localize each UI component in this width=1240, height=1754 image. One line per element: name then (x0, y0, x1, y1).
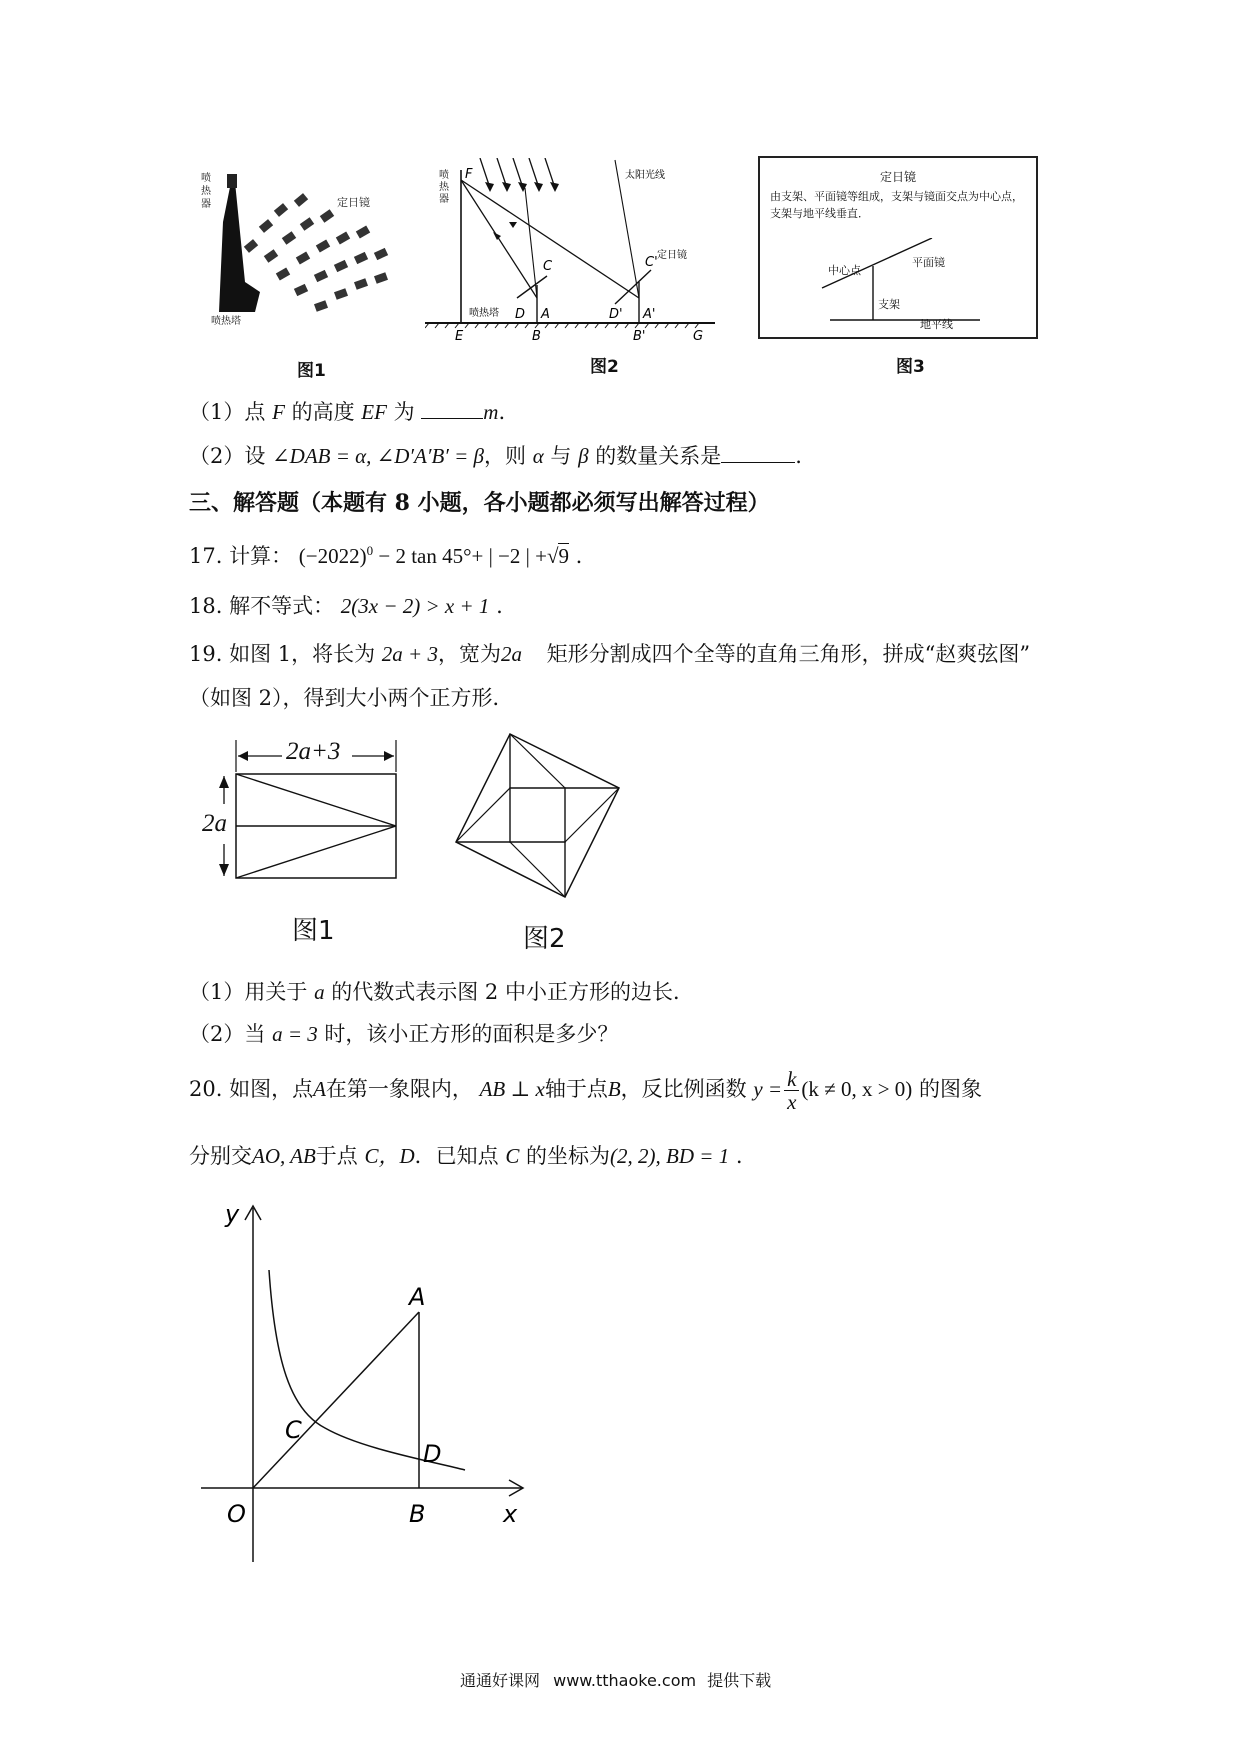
q16-part1-pre: （1）点 (189, 400, 266, 424)
q16-part1-answer-blank[interactable] (421, 400, 483, 419)
fig3-caption: 图3 (896, 357, 925, 377)
q20-text-e: 的图象 (918, 1077, 982, 1101)
q16-part2-answer-blank[interactable] (721, 444, 795, 463)
q19-text-b: ，宽为 (437, 642, 501, 666)
q16-part1 (189, 396, 505, 426)
q20-text-b: 在第一象限内， (325, 1077, 473, 1101)
fig2-point-F: F (465, 167, 473, 182)
fig3-description: 由支架、平面镜等组成，支架与镜面交点为中心点，支架与地平线垂直． (770, 190, 1023, 220)
fig2-point-C: C (543, 259, 553, 274)
fig3-center-label: 中心点 (828, 264, 861, 277)
q16-part2-rest: 的数量关系是 (595, 444, 722, 468)
q19-part2-a: （2）当 (189, 1022, 266, 1046)
fig2-point-E: E (455, 329, 464, 344)
q19-part1-b: 的代数式表示图 2 中小正方形的边长． (331, 980, 694, 1004)
q18-label: 18. 解不等式： (189, 594, 335, 618)
q19-line1 (189, 638, 1030, 668)
fig2-point-D: D (515, 307, 526, 322)
q20-point-B: B (607, 1077, 621, 1101)
fig2-caption: 图2 (590, 357, 619, 377)
q20-graph-D-label: D (423, 1440, 442, 1468)
q16-part2-math: ∠DAB = α, ∠D′A′B′ = β (272, 444, 485, 468)
q20-frac-den: x (787, 1090, 797, 1114)
figure-1-photo (201, 162, 395, 332)
q20-line2 (189, 1140, 743, 1170)
q19-part1-var: a (314, 980, 325, 1004)
footer (460, 1668, 771, 1691)
q20-text-f: 分别交 (189, 1144, 252, 1168)
fig3-horizon-label: 地平线 (920, 318, 953, 331)
fig2-point-G: G (693, 329, 704, 344)
q17-label: 17. 计算： (189, 544, 293, 568)
q16-part2-end: . (795, 444, 802, 468)
fig1-caption: 图1 (297, 361, 326, 381)
q20-fraction (784, 1068, 799, 1113)
footer-url[interactable]: www.tthaoke.com (553, 1671, 697, 1690)
q19-text-a: 19. 如图 1，将长为 (189, 642, 376, 666)
q20-graph-A-label: A (409, 1283, 426, 1311)
q20-graph-O-label: O (227, 1500, 246, 1528)
q20-perp: AB ⊥ x (479, 1077, 545, 1101)
fig3-diagram (760, 238, 1036, 338)
q20-text-i: 的坐标为 (526, 1144, 611, 1168)
footer-tail: 提供下载 (707, 1671, 772, 1690)
fig2-mirror-label: 定日镜 (657, 250, 687, 261)
q20-segments: AO, AB (252, 1144, 316, 1168)
q20-text-h: ．已知点 (414, 1144, 499, 1168)
section-3-title: 三、解答题（本题有 8 小题，各小题都必须写出解答过程） (189, 490, 770, 516)
fig3-title: 定日镜 (879, 170, 916, 184)
fig2-sprayer-label: 喷热器 (439, 170, 449, 205)
footer-site-name: 通通好课网 (460, 1671, 541, 1690)
q17-sqrt-arg: 9 (558, 544, 569, 568)
q19-line2: （如图 2），得到大小两个正方形． (189, 686, 514, 710)
q19-fig2-caption: 图2 (523, 924, 566, 954)
q19-part2-eq: a = 3 (272, 1022, 318, 1046)
fig2-point-A: A (541, 307, 550, 322)
q20-text-c: 轴于点 (544, 1077, 608, 1101)
q20-points-CD: C，D (364, 1144, 415, 1168)
q17 (189, 540, 582, 570)
q20-text-g: 于点 (315, 1144, 358, 1168)
figure-3-box (758, 156, 1038, 339)
q16-part1-mid: 的高度 (291, 400, 355, 424)
q16-part1-unit: m (483, 400, 499, 424)
q19-length: 2a + 3 (381, 642, 438, 666)
q20-coord: (2, 2), BD = 1 (610, 1144, 730, 1168)
q17-expr-b: − 2 tan 45°+ | −2 | + (373, 544, 547, 568)
fig2-point-B-prime: B' (633, 329, 646, 344)
q16-part2-sep: ，则 (484, 444, 527, 468)
q20-frac-num: k (784, 1068, 799, 1091)
heliostat-photo-illustration (205, 162, 395, 332)
q18-expr: 2(3x − 2) > x + 1 (340, 594, 490, 618)
q20-end: . (735, 1144, 743, 1168)
fig3-plane-mirror-label: 平面镜 (912, 256, 945, 269)
fig1-sprayer-label: 喷热器 (201, 173, 211, 210)
q19-fig1-top-label: 2a+3 (286, 738, 341, 765)
q19-width: 2a (500, 642, 522, 666)
fig1-tower-label: 喷热塔 (211, 316, 241, 327)
q18-end: . (496, 594, 503, 618)
q20-line1 (189, 1068, 982, 1113)
q19-part1-a: （1）用关于 (189, 980, 308, 1004)
q16-part1-for: 为 (393, 400, 415, 424)
q20-point-C: C (505, 1144, 520, 1168)
q17-expr-exp: 0 (366, 543, 374, 558)
fig2-point-C-prime: C' (645, 255, 658, 270)
fig2-tower-label: 喷热塔 (469, 308, 499, 319)
q16-part1-end: . (498, 400, 506, 424)
q20-graph-B-label: B (409, 1500, 426, 1528)
q19-figure-2 (455, 730, 625, 905)
fig2-point-B: B (532, 329, 541, 344)
q16-part2-pre: （2）设 (189, 444, 266, 468)
q19-part2 (189, 1018, 618, 1048)
q16-part2-alpha: α (532, 444, 544, 468)
q16-part2-beta: β (578, 444, 589, 468)
sqrt-symbol: √ (546, 544, 559, 568)
q20-point-A: A (313, 1077, 326, 1101)
fig2-sunlight-label: 太阳光线 (625, 170, 665, 181)
fig1-mirror-label: 定日镜 (337, 196, 370, 209)
q19-text-c: 矩形分割成四个全等的直角三角形，拼成“赵爽弦图” (546, 642, 1031, 666)
q20-graph-x-label: x (503, 1500, 518, 1528)
q20-condition: (k ≠ 0, x > 0) (801, 1077, 913, 1101)
q19-part2-b: 时，该小正方形的面积是多少？ (324, 1022, 619, 1046)
q17-expr-a: (−2022) (298, 544, 367, 568)
figure-2-geometry (425, 158, 725, 348)
q19-fig1-side-label: 2a (202, 810, 227, 837)
fig2-point-A-prime: A' (643, 307, 656, 322)
q19-figure-1 (202, 736, 412, 886)
q19-fig1-caption: 图1 (292, 916, 335, 946)
q20-graph-C-label: C (285, 1416, 302, 1444)
q19-part1 (189, 976, 694, 1006)
q20-text-a: 20. 如图，点 (189, 1077, 314, 1101)
fig2-point-D-prime: D' (609, 307, 623, 322)
q17-end: . (575, 544, 583, 568)
q16-part1-ef: EF (361, 400, 387, 424)
q20-text-d: ，反比例函数 (620, 1077, 747, 1101)
q18 (189, 590, 503, 620)
q16-part2 (189, 440, 802, 470)
q20-graph-y-label: y (225, 1200, 240, 1228)
q20-graph (195, 1200, 535, 1565)
q16-part1-var: F (272, 400, 285, 424)
q20-y-eq: y = (753, 1077, 783, 1101)
fig3-support-label: 支架 (878, 298, 900, 311)
q16-part2-with: 与 (550, 444, 572, 468)
